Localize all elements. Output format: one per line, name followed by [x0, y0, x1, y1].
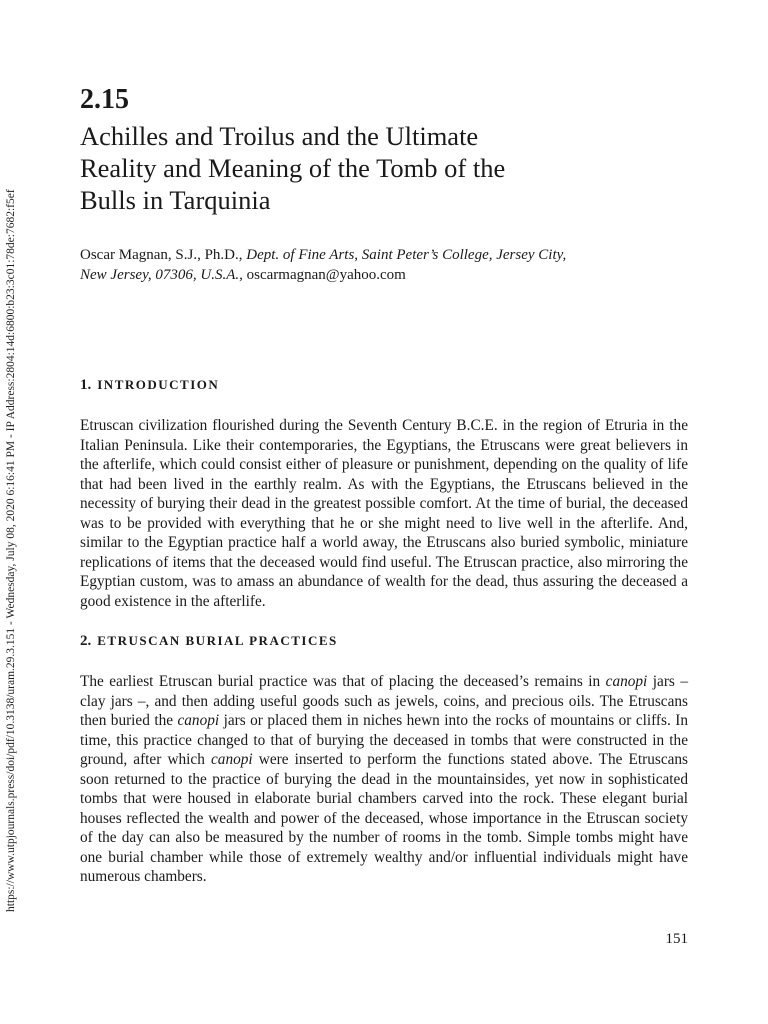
download-watermark: https://www.utpjournals.press/doi/pdf/10.3138/uram.29.3.151 - Wednesday, July 08, 2020 6:16:41 PM - IP Address:2804:14d:6800:b23:3c01:78de:7682:f5ef [5, 189, 17, 912]
chapter-number: 2.15 [80, 84, 129, 115]
section-number: 1. [80, 377, 92, 393]
page-content [80, 84, 688, 887]
introduction-paragraph: Etruscan civilization flourished during the Seventh Century B.C.E. in the region of Etruria in the Italian Peninsula. Like their contemporaries, the Egyptians, the Etruscans were great believers in the afterlife, which could consist either of pleasure or punishment, depending on the quality of life that had been lived in the earthly realm. As with the Egyptians, the Etruscans believed in the necessity of burying their dead in the greatest possible comfort. At the time of burial, the deceased was to be provided with everything that he or she might need to live well in the afterlife. And, similar to the Egyptian practice half a world away, the Etruscans also buried symbolic, miniature replications of items that the deceased would find useful. The Etruscan practice, also mirroring the Egyptian custom, was to amass an abundance of wealth for the dead, thus assuring the deceased a good existence in the afterlife. [80, 417, 688, 610]
chapter-title [80, 120, 688, 216]
chapter-title-line: Achilles and Troilus and the Ultimate [80, 121, 479, 151]
section-heading-introduction [80, 377, 688, 394]
author-affiliation: Dept. of Fine Arts, Saint Peter’s College, Jersey City, [246, 247, 567, 263]
text-run: jars – clay jars –, and then adding useful goods such as jewels, coins, and precious oils. The Etruscans then buried the [80, 673, 688, 729]
author-email[interactable]: oscarmagnan@yahoo.com [246, 267, 406, 283]
text-run: were inserted to perform the functions stated above. The Etruscans soon returned to the practice of burying the dead in the mountainsides, yet now in sophisticated tombs that were housed in elaborate burial chambers carved into the rock. These elegant burial houses reflected the wealth and power of the deceased, whose importance in the Etruscan society of the day can also be measured by the number of rooms in the tomb. Simple tombs might have one burial chamber while those of extremely wealthy and/or influential individuals might have numerous chambers. [80, 751, 688, 885]
author-block [80, 245, 688, 285]
chapter-title-line: Bulls in Tarquinia [80, 185, 271, 215]
section-number: 2. [80, 633, 92, 649]
burial-practices-paragraph [80, 672, 688, 887]
author-affiliation: New Jersey, 07306, U.S.A., [80, 267, 243, 283]
italic-term-canopi: canopi [605, 673, 648, 690]
page-number: 151 [665, 931, 688, 947]
chapter-title-line: Reality and Meaning of the Tomb of the [80, 153, 506, 183]
text-run: The earliest Etruscan burial practice was that of placing the deceased’s remains in [80, 673, 606, 690]
section-title: ETRUSCAN BURIAL PRACTICES [97, 633, 338, 648]
italic-term-canopi: canopi [177, 712, 220, 729]
section-title: INTRODUCTION [97, 377, 220, 392]
author-name: Oscar Magnan, S.J., Ph.D., [80, 247, 243, 263]
italic-term-canopi: canopi [211, 751, 253, 768]
section-heading-burial-practices [80, 633, 688, 650]
text-run: jars or placed them in niches hewn into the rocks of mountains or cliffs. In time, this practice changed to that of burying the deceased in tombs that were constructed in the ground, after which [80, 712, 688, 768]
